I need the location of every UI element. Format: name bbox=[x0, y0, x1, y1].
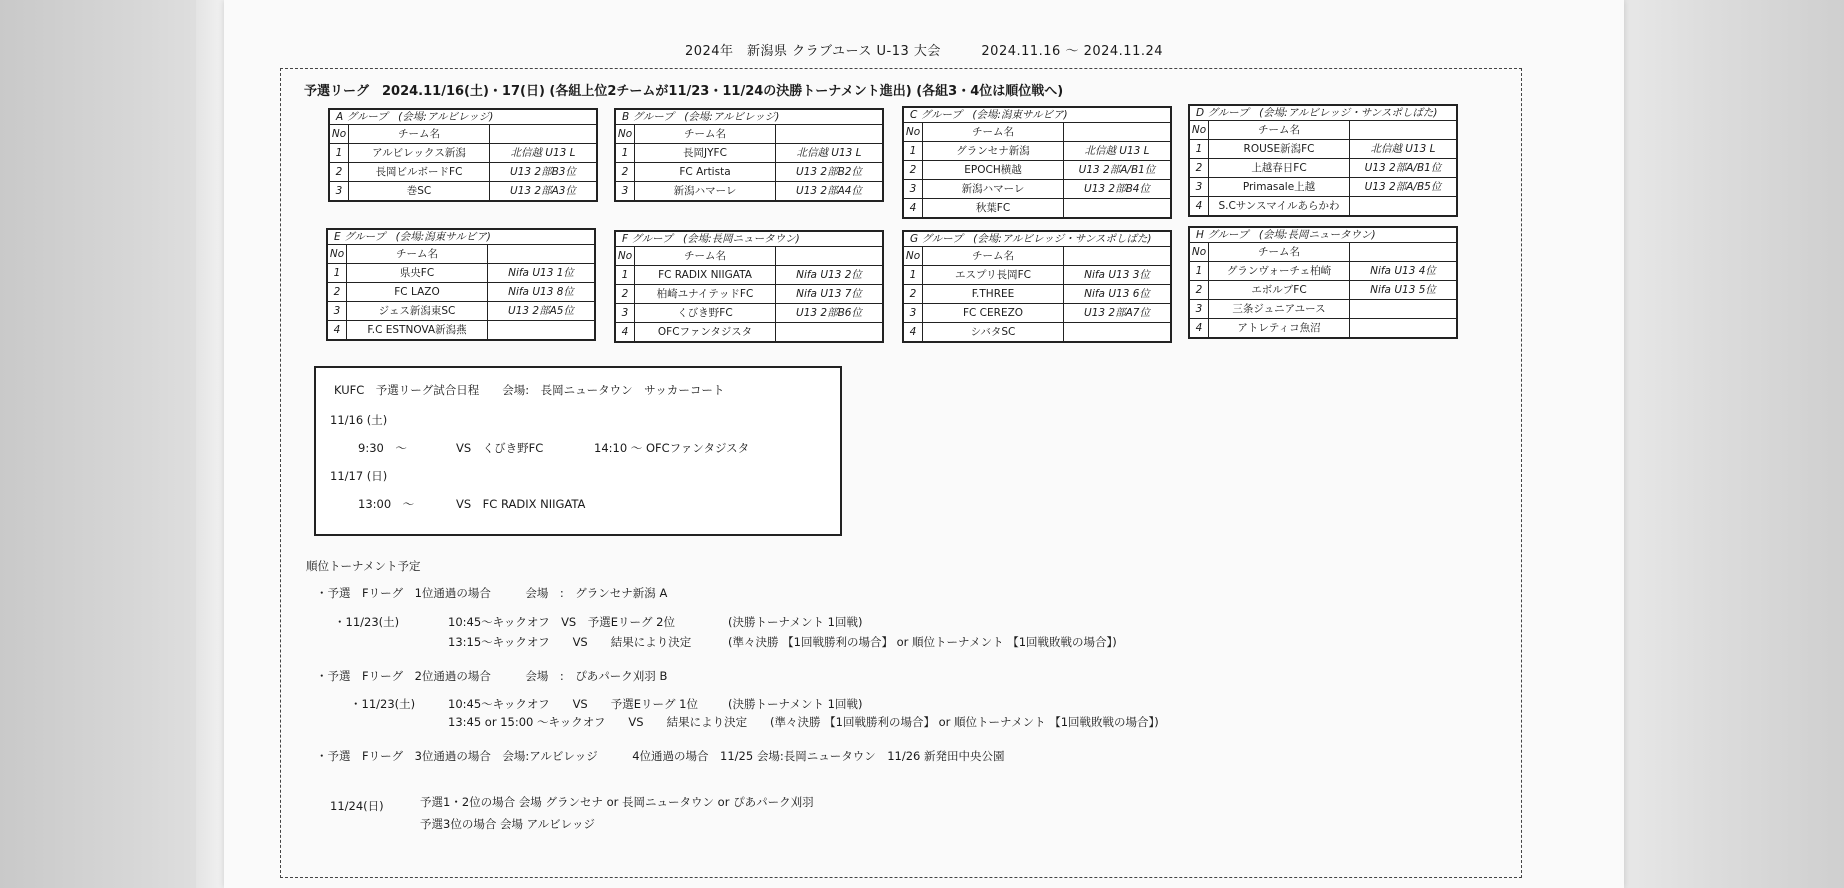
header-affiliation bbox=[1350, 121, 1456, 139]
team-name: FC LAZO bbox=[347, 283, 488, 301]
team-affiliation bbox=[1350, 300, 1456, 318]
team-no: 3 bbox=[616, 182, 635, 200]
table-row bbox=[328, 302, 594, 321]
group-table bbox=[614, 230, 884, 343]
team-affiliation bbox=[776, 323, 882, 341]
team-no: 4 bbox=[904, 199, 923, 217]
table-row bbox=[330, 144, 596, 163]
case1-line1: 10:45～キックオフ VS 予選Eリーグ 2位 bbox=[448, 615, 675, 629]
team-no: 3 bbox=[330, 182, 349, 200]
table-row bbox=[616, 285, 882, 304]
header-no: No bbox=[328, 245, 347, 263]
team-affiliation: Nifa U13 5位 bbox=[1370, 284, 1436, 296]
group-table bbox=[328, 108, 598, 202]
table-row bbox=[616, 144, 882, 163]
header-affiliation bbox=[776, 125, 882, 143]
prelim-heading: 予選リーグ 2024.11/16(土)・17(日) (各組上位2チームが11/23・11/24の決勝トーナメント進出) (各組3・4位は順位戦へ) bbox=[304, 84, 1064, 99]
team-no: 2 bbox=[1190, 159, 1209, 177]
team-name: グランセナ新潟 bbox=[923, 142, 1064, 160]
team-no: 2 bbox=[616, 163, 635, 181]
team-affiliation: Nifa U13 1位 bbox=[508, 267, 574, 279]
group-table bbox=[614, 108, 884, 202]
team-affiliation: 北信越 U13 L bbox=[1084, 145, 1150, 157]
team-name: アルビレックス新潟 bbox=[349, 144, 490, 162]
schedule-day1-time2: 14:10 ～ OFCファンタジスタ bbox=[594, 441, 750, 455]
header-no: No bbox=[904, 247, 923, 265]
table-row bbox=[330, 182, 596, 200]
schedule-day1-vs1: VS くびき野FC bbox=[456, 441, 544, 455]
team-affiliation: U13 2部A/B1位 bbox=[1364, 162, 1442, 174]
team-no: 2 bbox=[330, 163, 349, 181]
table-row bbox=[1190, 197, 1456, 215]
team-no: 4 bbox=[1190, 197, 1209, 215]
table-row bbox=[904, 266, 1170, 285]
schedule-day2-vs: VS FC RADIX NIIGATA bbox=[456, 497, 586, 511]
team-affiliation: 北信越 U13 L bbox=[1370, 143, 1436, 155]
table-row bbox=[1190, 178, 1456, 197]
header-affiliation bbox=[1064, 247, 1170, 265]
case2-line2-note: (準々決勝 【1回戦勝利の場合】 or 順位トーナメント 【1回戦敗戦の場合】) bbox=[770, 715, 1159, 729]
team-no: 3 bbox=[904, 180, 923, 198]
team-name: FC RADIX NIIGATA bbox=[635, 266, 776, 284]
case1-line2-note: (準々決勝 【1回戦勝利の場合】 or 順位トーナメント 【1回戦敗戦の場合】) bbox=[728, 635, 1117, 649]
table-row bbox=[328, 264, 594, 283]
team-name: F.THREE bbox=[923, 285, 1064, 303]
header-affiliation bbox=[488, 245, 594, 263]
final-date: 11/24(日) bbox=[330, 799, 384, 813]
team-affiliation bbox=[1064, 199, 1170, 217]
header-affiliation bbox=[1350, 243, 1456, 261]
final-line2: 予選3位の場合 会場 アルビレッジ bbox=[420, 817, 596, 831]
team-no: 1 bbox=[1190, 140, 1209, 158]
schedule-day2-time: 13:00 ～ bbox=[358, 497, 415, 511]
team-name: 巻SC bbox=[349, 182, 490, 200]
group-header-row bbox=[1190, 243, 1456, 262]
team-no: 1 bbox=[904, 266, 923, 284]
team-no: 3 bbox=[904, 304, 923, 322]
team-affiliation: U13 2部A5位 bbox=[508, 305, 574, 317]
table-row bbox=[904, 285, 1170, 304]
team-no: 3 bbox=[1190, 300, 1209, 318]
team-name: ジェス新潟東SC bbox=[347, 302, 488, 320]
team-no: 4 bbox=[904, 323, 923, 341]
team-name: 長岡ビルボードFC bbox=[349, 163, 490, 181]
team-name: シバタSC bbox=[923, 323, 1064, 341]
team-affiliation: Nifa U13 4位 bbox=[1370, 265, 1436, 277]
group-table bbox=[902, 230, 1172, 343]
case1-line1-note: (決勝トーナメント 1回戦) bbox=[728, 615, 863, 629]
group-header-row bbox=[616, 247, 882, 266]
group-table bbox=[902, 106, 1172, 219]
schedule-heading: KUFC 予選リーグ試合日程 会場: 長岡ニュータウン サッカーコート bbox=[334, 383, 725, 397]
group-header-row bbox=[328, 245, 594, 264]
header-team: チーム名 bbox=[635, 125, 776, 143]
case3-line: ・予選 Fリーグ 3位通過の場合 会場:アルビレッジ 4位通過の場合 11/25 会場:長岡ニュータウン 11/26 新発田中央公園 bbox=[316, 749, 1005, 763]
team-affiliation: U13 2部A7位 bbox=[1084, 307, 1150, 319]
header-team: チーム名 bbox=[1209, 243, 1350, 261]
team-affiliation bbox=[1064, 323, 1170, 341]
team-affiliation: Nifa U13 3位 bbox=[1084, 269, 1150, 281]
team-no: 1 bbox=[904, 142, 923, 160]
case1-title: ・予選 Fリーグ 1位通過の場合 会場 : グランセナ新潟 A bbox=[316, 586, 668, 600]
team-no: 3 bbox=[616, 304, 635, 322]
group-header-row bbox=[616, 125, 882, 144]
team-name: エボルブFC bbox=[1209, 281, 1350, 299]
team-name: エスプリ長岡FC bbox=[923, 266, 1064, 284]
group-header-row bbox=[904, 123, 1170, 142]
group-table bbox=[1188, 104, 1458, 217]
header-team: チーム名 bbox=[347, 245, 488, 263]
team-affiliation bbox=[1350, 319, 1456, 337]
schedule-box bbox=[314, 366, 842, 536]
team-name: 新潟ハマーレ bbox=[923, 180, 1064, 198]
document-page bbox=[224, 0, 1624, 888]
team-name: OFCファンタジスタ bbox=[635, 323, 776, 341]
header-team: チーム名 bbox=[923, 247, 1064, 265]
group-table bbox=[1188, 226, 1458, 339]
team-no: 1 bbox=[328, 264, 347, 282]
case2-title: ・予選 Fリーグ 2位通過の場合 会場 : ぴあパーク刈羽 B bbox=[316, 669, 668, 683]
table-row bbox=[904, 142, 1170, 161]
table-row bbox=[904, 304, 1170, 323]
header-no: No bbox=[1190, 243, 1209, 261]
table-row bbox=[1190, 300, 1456, 319]
team-name: 長岡JYFC bbox=[635, 144, 776, 162]
table-row bbox=[904, 199, 1170, 217]
header-affiliation bbox=[490, 125, 596, 143]
table-row bbox=[1190, 140, 1456, 159]
group-title: D グループ (会場:アルビレッジ・サンスポしばた) bbox=[1190, 106, 1456, 121]
table-row bbox=[904, 180, 1170, 199]
team-name: ROUSE新潟FC bbox=[1209, 140, 1350, 158]
team-affiliation: U13 2部A/B1位 bbox=[1078, 164, 1156, 176]
team-no: 3 bbox=[1190, 178, 1209, 196]
final-line1: 予選1・2位の場合 会場 グランセナ or 長岡ニュータウン or ぴあパーク刈羽 bbox=[420, 795, 814, 809]
team-name: 秋葉FC bbox=[923, 199, 1064, 217]
header-no: No bbox=[904, 123, 923, 141]
table-row bbox=[328, 321, 594, 339]
team-name: 上越春日FC bbox=[1209, 159, 1350, 177]
header-team: チーム名 bbox=[1209, 121, 1350, 139]
team-affiliation: U13 2部B6位 bbox=[796, 307, 862, 319]
document-title: 2024年 新潟県 クラブユース U-13 大会 2024.11.16 ～ 2024.11.24 bbox=[684, 44, 1164, 59]
group-header-row bbox=[330, 125, 596, 144]
case1-date: ・11/23(土) bbox=[334, 615, 400, 629]
team-no: 4 bbox=[1190, 319, 1209, 337]
team-affiliation: 北信越 U13 L bbox=[510, 147, 576, 159]
team-affiliation: Nifa U13 2位 bbox=[796, 269, 862, 281]
team-name: グランヴォーチェ柏崎 bbox=[1209, 262, 1350, 280]
header-team: チーム名 bbox=[635, 247, 776, 265]
table-row bbox=[1190, 262, 1456, 281]
schedule-day1: 11/16 (土) bbox=[330, 413, 388, 427]
table-row bbox=[616, 323, 882, 341]
paper-stack-edge bbox=[196, 0, 224, 888]
team-name: EPOCH横越 bbox=[923, 161, 1064, 179]
team-no: 1 bbox=[330, 144, 349, 162]
group-header-row bbox=[904, 247, 1170, 266]
team-name: 三条ジュニアユース bbox=[1209, 300, 1350, 318]
table-row bbox=[616, 266, 882, 285]
table-row bbox=[616, 304, 882, 323]
group-title: F グループ (会場:長岡ニュータウン) bbox=[616, 232, 882, 247]
team-affiliation: U13 2部A3位 bbox=[510, 185, 576, 197]
header-no: No bbox=[330, 125, 349, 143]
team-name: FC Artista bbox=[635, 163, 776, 181]
group-header-row bbox=[1190, 121, 1456, 140]
team-no: 2 bbox=[904, 161, 923, 179]
team-affiliation: Nifa U13 6位 bbox=[1084, 288, 1150, 300]
team-no: 3 bbox=[328, 302, 347, 320]
group-title: G グループ (会場:アルビレッジ・サンスポしばた) bbox=[904, 232, 1170, 247]
team-affiliation: U13 2部A/B5位 bbox=[1364, 181, 1442, 193]
team-no: 1 bbox=[616, 266, 635, 284]
team-name: FC CEREZO bbox=[923, 304, 1064, 322]
team-affiliation: 北信越 U13 L bbox=[796, 147, 862, 159]
team-name: アトレティコ魚沼 bbox=[1209, 319, 1350, 337]
ranking-heading: 順位トーナメント予定 bbox=[306, 559, 421, 573]
case2-line2: 13:45 or 15:00 ～キックオフ VS 結果により決定 bbox=[448, 715, 748, 729]
team-affiliation: U13 2部A4位 bbox=[796, 185, 862, 197]
team-name: くびき野FC bbox=[635, 304, 776, 322]
team-name: Primasale上越 bbox=[1209, 178, 1350, 196]
header-affiliation bbox=[1064, 123, 1170, 141]
group-title: H グループ (会場:長岡ニュータウン) bbox=[1190, 228, 1456, 243]
team-name: F.C ESTNOVA新潟燕 bbox=[347, 321, 488, 339]
table-row bbox=[616, 163, 882, 182]
table-row bbox=[904, 161, 1170, 180]
header-affiliation bbox=[776, 247, 882, 265]
schedule-day1-time1: 9:30 ～ bbox=[358, 441, 407, 455]
team-name: 県央FC bbox=[347, 264, 488, 282]
group-title: A グループ (会場:アルビレッジ) bbox=[330, 110, 596, 125]
team-no: 1 bbox=[616, 144, 635, 162]
header-no: No bbox=[616, 247, 635, 265]
team-no: 2 bbox=[616, 285, 635, 303]
team-affiliation bbox=[1350, 197, 1456, 215]
team-affiliation: Nifa U13 7位 bbox=[796, 288, 862, 300]
table-row bbox=[330, 163, 596, 182]
team-no: 2 bbox=[1190, 281, 1209, 299]
team-affiliation bbox=[488, 321, 594, 339]
schedule-day2: 11/17 (日) bbox=[330, 469, 388, 483]
team-affiliation: U13 2部B2位 bbox=[796, 166, 862, 178]
header-team: チーム名 bbox=[923, 123, 1064, 141]
group-title: B グループ (会場:アルビレッジ) bbox=[616, 110, 882, 125]
table-row bbox=[904, 323, 1170, 341]
team-name: 柏崎ユナイテッドFC bbox=[635, 285, 776, 303]
team-name: 新潟ハマーレ bbox=[635, 182, 776, 200]
table-row bbox=[1190, 159, 1456, 178]
team-affiliation: U13 2部B4位 bbox=[1084, 183, 1150, 195]
team-no: 4 bbox=[616, 323, 635, 341]
team-no: 4 bbox=[328, 321, 347, 339]
header-no: No bbox=[1190, 121, 1209, 139]
team-no: 1 bbox=[1190, 262, 1209, 280]
header-team: チーム名 bbox=[349, 125, 490, 143]
group-table bbox=[326, 228, 596, 341]
case2-line1-note: (決勝トーナメント 1回戦) bbox=[728, 697, 863, 711]
case2-date: ・11/23(土) bbox=[350, 697, 416, 711]
table-row bbox=[328, 283, 594, 302]
team-name: S.Cサンスマイルあらかわ bbox=[1209, 197, 1350, 215]
table-row bbox=[1190, 319, 1456, 337]
case1-line2: 13:15～キックオフ VS 結果により決定 bbox=[448, 635, 692, 649]
team-no: 2 bbox=[328, 283, 347, 301]
team-affiliation: Nifa U13 8位 bbox=[508, 286, 574, 298]
table-row bbox=[1190, 281, 1456, 300]
team-affiliation: U13 2部B3位 bbox=[510, 166, 576, 178]
table-row bbox=[616, 182, 882, 200]
header-no: No bbox=[616, 125, 635, 143]
group-title: C グループ (会場:潟東サルビア) bbox=[904, 108, 1170, 123]
case2-line1: 10:45～キックオフ VS 予選Eリーグ 1位 bbox=[448, 697, 698, 711]
team-no: 2 bbox=[904, 285, 923, 303]
group-title: E グループ (会場:潟東サルビア) bbox=[328, 230, 594, 245]
